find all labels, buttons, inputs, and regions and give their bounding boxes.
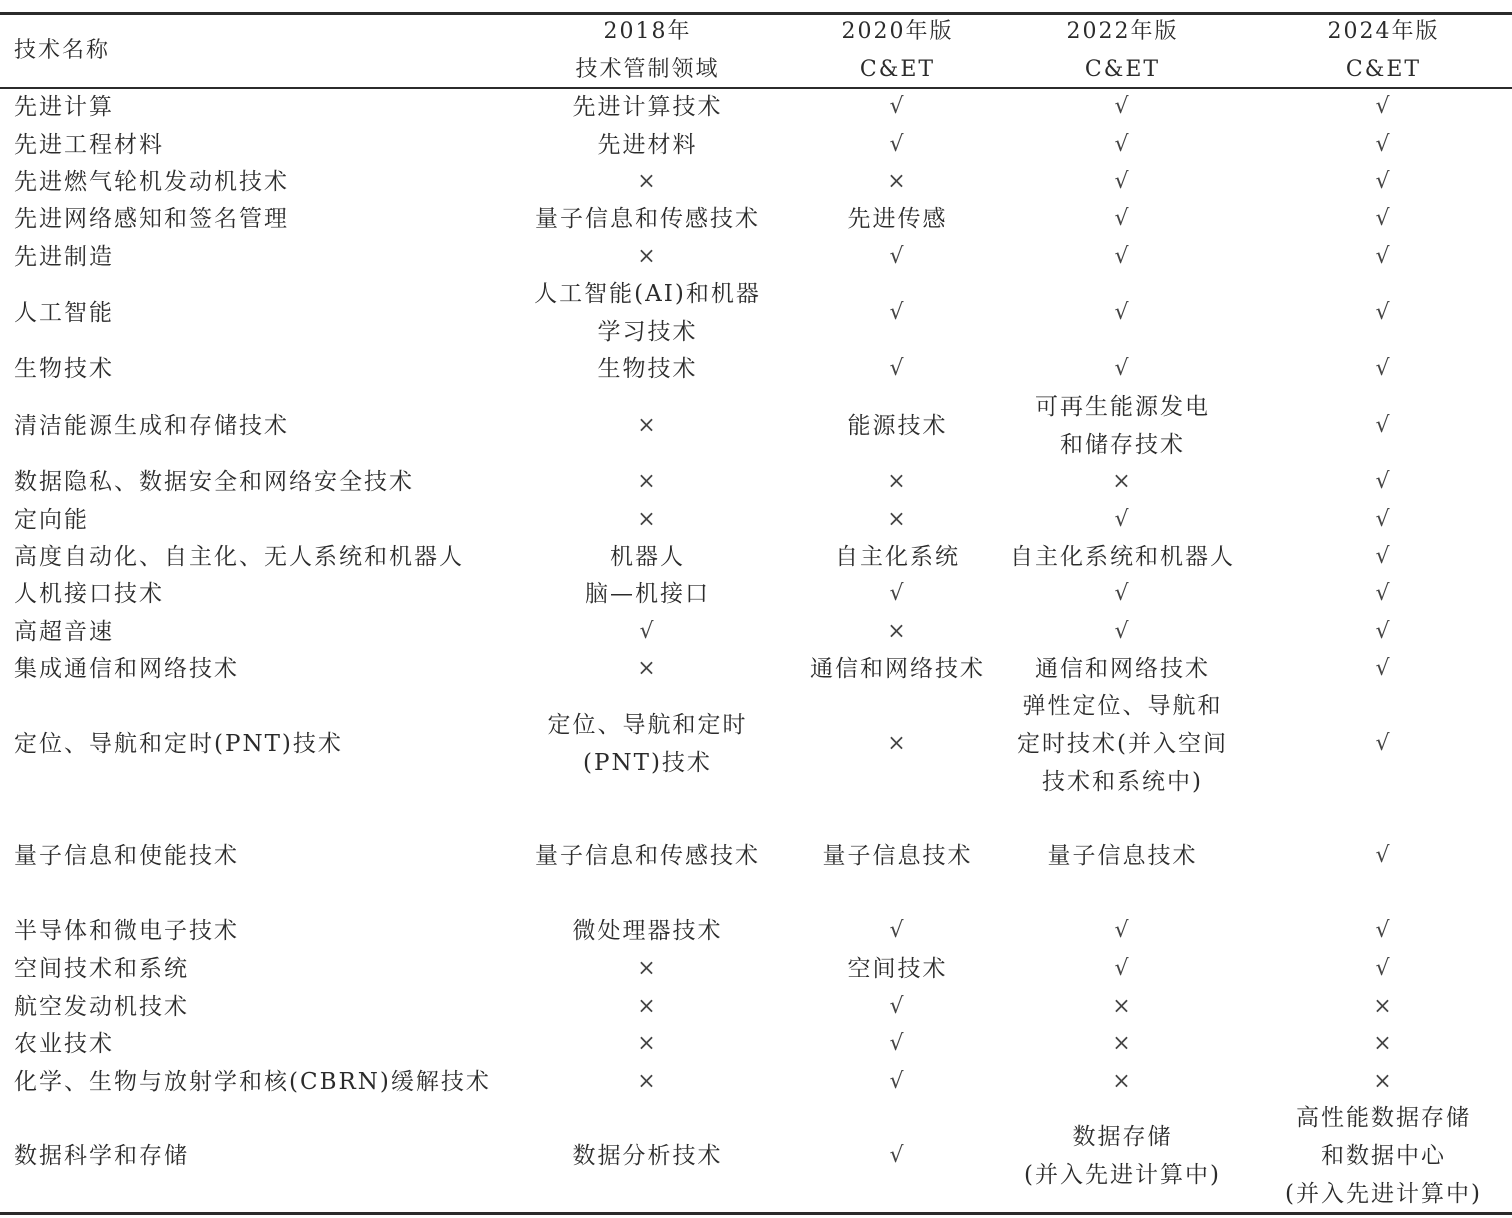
table-cell-control-2018: × <box>637 1031 658 1056</box>
table-cell-tech-name: 数据隐私、数据安全和网络安全技术 <box>14 469 414 495</box>
table-cell-cet-2024: √ <box>1375 469 1392 494</box>
table-cell-cet-2022: × <box>1112 1031 1133 1056</box>
table-cell-cet-2020: √ <box>889 918 906 943</box>
table-cell-cet-2024: √ <box>1375 206 1392 231</box>
table-cell-cet-2020: 空间技术 <box>847 956 948 982</box>
table-cell-cet-2022: 弹性定位、导航和 定时技术(并入空间 技术和系统中) <box>1017 693 1228 795</box>
table-cell-control-2018: 机器人 <box>610 543 685 570</box>
header-cet-2024: 2024年版 C&ET <box>1327 19 1440 82</box>
table-cell-tech-name: 生物技术 <box>14 356 114 382</box>
table-cell-cet-2022: × <box>1112 469 1133 494</box>
table-cell-cet-2022: × <box>1112 993 1133 1019</box>
table-cell-cet-2020: 能源技术 <box>847 412 948 439</box>
table-cell-control-2018: × <box>637 956 658 981</box>
table-cell-tech-name: 定向能 <box>14 506 89 533</box>
table-cell-control-2018: 生物技术 <box>597 356 698 382</box>
table-cell-cet-2022: √ <box>1114 956 1131 981</box>
table-cell-cet-2020: × <box>887 731 908 756</box>
table-cell-control-2018: × <box>637 168 658 194</box>
table-cell-control-2018: × <box>637 469 658 494</box>
table-cell-cet-2020: √ <box>889 581 906 606</box>
table-cell-tech-name: 定位、导航和定时(PNT)技术 <box>14 731 343 757</box>
table-cell-cet-2024: 高性能数据存储 和数据中心 (并入先进计算中) <box>1285 1105 1482 1207</box>
table-cell-cet-2024: √ <box>1375 356 1392 381</box>
table-cell-cet-2024: √ <box>1375 918 1392 943</box>
table-cell-control-2018: × <box>637 412 658 438</box>
table-cell-cet-2020: √ <box>889 356 906 381</box>
table-cell-cet-2022: √ <box>1114 356 1131 381</box>
table-cell-control-2018: 人工智能(AI)和机器 学习技术 <box>534 281 761 345</box>
header-cet-2020: 2020年版 C&ET <box>841 19 954 82</box>
table-cell-tech-name: 数据科学和存储 <box>14 1143 189 1169</box>
table-cell-tech-name: 先进制造 <box>14 244 114 270</box>
table-cell-cet-2022: × <box>1112 1068 1133 1094</box>
table-cell-cet-2024: √ <box>1375 244 1392 269</box>
table-cell-tech-name: 量子信息和使能技术 <box>14 843 239 869</box>
table-cell-cet-2020: √ <box>889 300 906 325</box>
table-cell-control-2018: × <box>637 1068 658 1094</box>
table-cell-cet-2020: × <box>887 618 908 644</box>
table-cell-cet-2022: √ <box>1114 131 1131 157</box>
table-cell-control-2018: 量子信息和传感技术 <box>535 206 760 232</box>
table-cell-cet-2022: √ <box>1114 94 1131 119</box>
table-cell-cet-2024: × <box>1373 993 1394 1019</box>
table-cell-control-2018: √ <box>639 618 656 644</box>
table-cell-tech-name: 化学、生物与放射学和核(CBRN)缓解技术 <box>14 1068 491 1095</box>
table-cell-tech-name: 航空发动机技术 <box>14 993 189 1020</box>
table-cell-tech-name: 高度自动化、自主化、无人系统和机器人 <box>14 543 464 570</box>
table-cell-control-2018: 先进计算技术 <box>572 94 723 120</box>
table-cell-cet-2020: × <box>887 168 908 194</box>
table-cell-cet-2024: √ <box>1375 412 1392 438</box>
table-cell-tech-name: 先进计算 <box>14 94 114 120</box>
table-cell-tech-name: 半导体和微电子技术 <box>14 918 239 944</box>
table-cell-cet-2020: 通信和网络技术 <box>810 656 985 682</box>
table-cell-tech-name: 先进网络感知和签名管理 <box>14 206 289 232</box>
table-cell-tech-name: 先进工程材料 <box>14 131 164 158</box>
table-cell-control-2018: 微处理器技术 <box>572 918 723 944</box>
table-cell-control-2018: 数据分析技术 <box>572 1143 723 1169</box>
table-cell-tech-name: 集成通信和网络技术 <box>14 656 239 682</box>
table-cell-tech-name: 清洁能源生成和存储技术 <box>14 412 289 439</box>
table-cell-tech-name: 先进燃气轮机发动机技术 <box>14 168 289 195</box>
header-tech-name: 技术名称 <box>14 38 111 63</box>
table-cell-cet-2020: √ <box>889 1068 906 1094</box>
table-cell-cet-2020: √ <box>889 131 906 157</box>
table-cell-cet-2020: × <box>887 469 908 494</box>
table-cell-cet-2024: √ <box>1375 731 1392 756</box>
table-cell-tech-name: 人机接口技术 <box>14 581 164 607</box>
table-cell-tech-name: 农业技术 <box>14 1031 114 1057</box>
table-cell-cet-2024: √ <box>1375 581 1392 606</box>
table-cell-cet-2024: √ <box>1375 656 1392 681</box>
table-cell-cet-2022: 可再生能源发电 和储存技术 <box>1035 393 1210 458</box>
table-cell-cet-2020: 量子信息技术 <box>822 843 973 869</box>
table-cell-control-2018: 脑—机接口 <box>585 581 710 607</box>
table-cell-cet-2024: √ <box>1375 506 1392 532</box>
header-control-2018: 2018年 技术管制领域 <box>575 19 720 82</box>
table-cell-cet-2024: √ <box>1375 843 1392 868</box>
table-cell-cet-2024: √ <box>1375 956 1392 981</box>
header-cet-2022: 2022年版 C&ET <box>1066 19 1179 82</box>
table-cell-tech-name: 空间技术和系统 <box>14 956 189 982</box>
table-cell-control-2018: × <box>637 993 658 1019</box>
table-cell-cet-2020: √ <box>889 244 906 269</box>
table-cell-cet-2022: √ <box>1114 206 1131 231</box>
table-cell-cet-2022: √ <box>1114 918 1131 943</box>
table-cell-cet-2020: 先进传感 <box>847 206 948 232</box>
table-cell-cet-2024: √ <box>1375 543 1392 569</box>
table-cell-cet-2022: √ <box>1114 168 1131 194</box>
table-cell-cet-2022: √ <box>1114 300 1131 325</box>
table-cell-cet-2022: √ <box>1114 581 1131 606</box>
table-cell-cet-2022: √ <box>1114 618 1131 644</box>
table-cell-cet-2020: × <box>887 506 908 532</box>
table-cell-cet-2024: √ <box>1375 168 1392 194</box>
table-cell-cet-2022: 自主化系统和机器人 <box>1010 543 1235 570</box>
table-cell-cet-2022: √ <box>1114 506 1131 532</box>
table-cell-control-2018: 量子信息和传感技术 <box>535 843 760 869</box>
table-cell-cet-2024: × <box>1373 1068 1394 1094</box>
table-cell-cet-2020: √ <box>889 1143 906 1168</box>
table-cell-cet-2020: √ <box>889 1031 906 1056</box>
table-cell-cet-2022: √ <box>1114 244 1131 269</box>
table-cell-cet-2024: √ <box>1375 94 1392 119</box>
table-cell-cet-2020: √ <box>889 94 906 119</box>
table-cell-control-2018: × <box>637 244 658 269</box>
table-cell-cet-2020: √ <box>889 993 906 1019</box>
table-cell-control-2018: 先进材料 <box>597 131 698 158</box>
table-cell-cet-2022: 量子信息技术 <box>1047 843 1198 869</box>
table-cell-cet-2022: 通信和网络技术 <box>1035 656 1210 682</box>
table-cell-tech-name: 人工智能 <box>14 300 114 326</box>
table-cell-tech-name: 高超音速 <box>14 618 114 645</box>
table-cell-cet-2020: 自主化系统 <box>835 543 960 570</box>
table-cell-cet-2024: √ <box>1375 618 1392 644</box>
table-cell-control-2018: 定位、导航和定时 (PNT)技术 <box>547 712 748 776</box>
table-cell-cet-2024: × <box>1373 1031 1394 1056</box>
table-cell-cet-2022: 数据存储 (并入先进计算中) <box>1024 1124 1221 1188</box>
table-cell-cet-2024: √ <box>1375 300 1392 325</box>
table-cell-cet-2024: √ <box>1375 131 1392 157</box>
table-cell-control-2018: × <box>637 656 658 681</box>
table-cell-control-2018: × <box>637 506 658 532</box>
